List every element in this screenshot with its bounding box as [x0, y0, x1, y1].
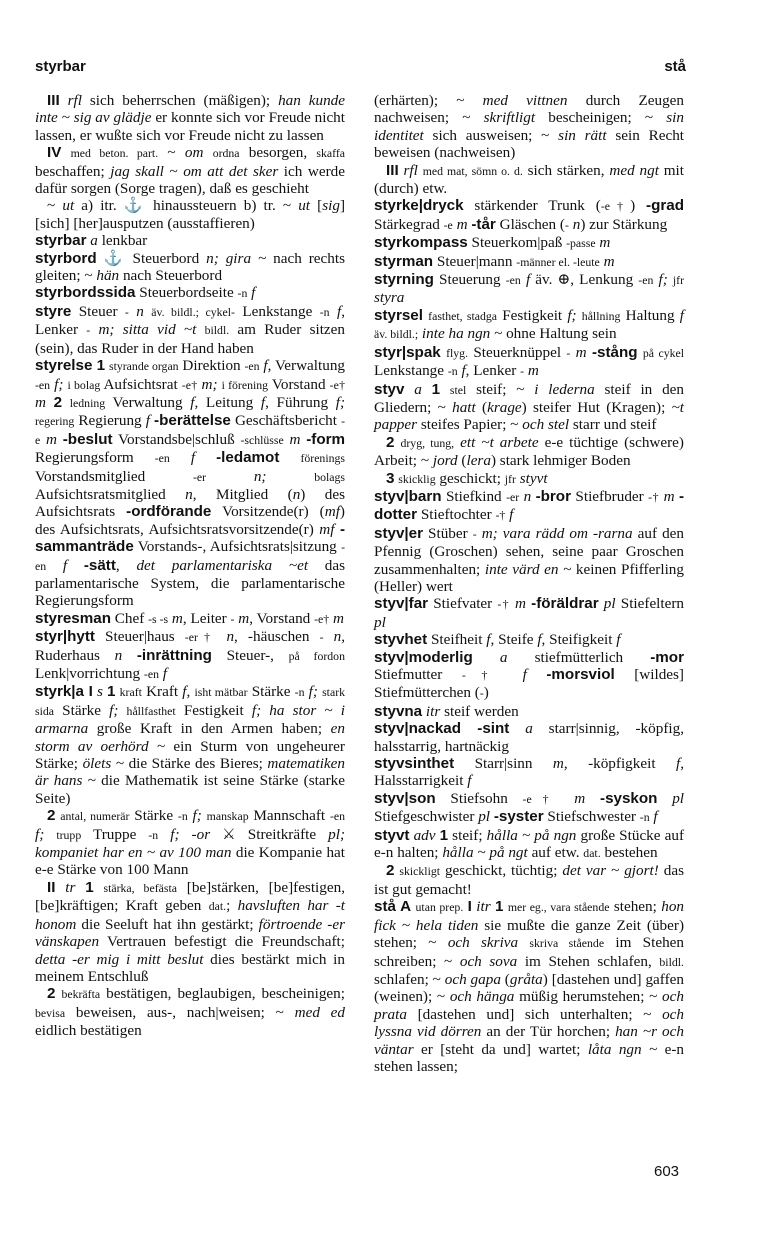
dictionary-entry: styv|nackad -sint a starr|sinnig, -köpfig, halsstarrig, hartnäckig: [374, 720, 685, 755]
dictionary-entry: styrsel fasthet, stadga Festigkeit f; hållning Haltung f äv. bildl.; inte ha ngn ~ ohne Haltung sein: [374, 306, 685, 343]
dictionary-entry: styv|moderlig a stiefmütterlich -mor Stiefmutter -† f -morsviol [wildes] Stiefmütterchen (-): [374, 648, 684, 702]
guide-word-left: styrbar: [35, 58, 86, 75]
dictionary-entry: styre Steuer - n äv. bildl.; cykel- Lenkstange -n f, Lenker - m; sitta vid ~t bildl. am Ruder sitzen (sein), das Ruder in der Hand haben: [35, 302, 346, 357]
dictionary-entry: styrkompass Steuerkom|paß -passe m: [374, 234, 611, 252]
dictionary-entry: styrning Steuerung -en f äv. ⊕, Lenkung -en f; jfr styra: [374, 271, 685, 307]
dictionary-entry: styvt adv 1 steif; hålla ~ på ngn große Stücke auf e-n halten; hålla ~ på ngt auf etw. dat. bestehen: [374, 826, 685, 862]
dictionary-entry: styrbar a lenkbar: [35, 232, 148, 250]
dictionary-entry: styvna itr steif werden: [374, 702, 519, 720]
dictionary-entry: styrelse 1 styrande organ Direktion -en f, Verwaltung -en f; i bolag Aufsichtsrat -e† m; i förening Vorstand -e† m 2 ledning Verwaltung f, Leitung f, Führung f; regering Regierung f -berättelse Geschäftsbericht -e m -beslut Vorstandsbe|schluß -schlüsse m -form Regierungsform -en f -ledamot förenings Vorstandsmitglied -er n; bolags Aufsichtsratsmitglied n, Mitglied (n) des Aufsichtsrats -ordförande Vorsitzende(r) (mf) des Aufsichtsrats, Aufsichtsratsvorsitzende(r) mf -sammanträde Vorstands-, Aufsichtsrats|sitzung -en f -sätt, det parlamentariska ~et das parlamentarische System, die parlamentarische Regierungsform: [35, 357, 346, 610]
dictionary-entry: 2 skickligt geschickt, tüchtig; det var ~ gjort! das ist gut gemacht!: [374, 862, 684, 898]
dictionary-entry: styrman Steuer|mann -männer el. -leute m: [374, 252, 615, 270]
right-column: [374, 92, 684, 1075]
dictionary-entry: styr|hytt Steuer|haus -er† n, -häuschen - n, Ruderhaus n -inrättning Steuer-, på fordon Lenk|vorrichtung -en f: [35, 628, 345, 682]
dictionary-entry: (erhärten); ~ med vittnen durch Zeugen nachweisen; ~ skriftligt bescheinigen; ~ sin identitet sich ausweisen; ~ sin rätt sein Recht beweisen (nachweisen): [374, 92, 685, 162]
dictionary-entry: styv|son Stiefsohn -e† m -syskon pl Stiefgeschwister pl -syster Stiefschwester -n f: [374, 789, 685, 826]
dictionary-entry: styv a 1 stel steif; ~ i lederna steif in den Gliedern; ~ hatt (krage) steifer Hut (Kragen); ~t papper steifes Papier; ~ och stel starr und steif: [374, 380, 685, 434]
dictionary-entry: 2 bekräfta bestätigen, beglaubigen, bescheinigen; bevisa beweisen, aus-, nach|weisen; ~ med ed eidlich bestätigen: [35, 985, 345, 1040]
dictionary-entry: stå A utan prep. I itr 1 mer eg., vara stående stehen; hon fick ~ hela tiden sie mußte die ganze Zeit (über) stehen; ~ och skriva skriva stående im Stehen schreiben; ~ och sova im Stehen schlafen, bildl. schlafen; ~ och gapa (gråta) [dastehen und] gaffen (weinen); ~ och hänga müßig herumstehen; ~ och prata [dastehen und] sich unterhalten; ~ och lyssna vid dörren an der Tür horchen; han ~r och väntar er [steht da und] wartet; låta ngn ~ e-n stehen lassen;: [374, 898, 685, 1075]
dictionary-entry: III rfl med mat, sömn o. d. sich stärken, med ngt mit (durch) etw.: [374, 161, 684, 198]
left-column: [35, 92, 345, 1040]
dictionary-entry: styrbordssida Steuerbordseite -n f: [35, 284, 256, 302]
dictionary-entry: styv|far Stiefvater -† m -föräldrar pl Stiefeltern pl: [374, 595, 685, 631]
dictionary-entry: styvsinthet Starr|sinn m, -köpfigkeit f, Halsstarrigkeit f: [374, 755, 684, 790]
dictionary-entry: 3 skicklig geschickt; jfr styvt: [386, 469, 548, 487]
dictionary-entry: styrke|dryck stärkender Trunk (-e†) -grad Stärkegrad -e m -tår Gläschen (- n) zur Stärkung: [374, 197, 684, 233]
dictionary-entry: 2 dryg, tung, ett ~t arbete e-e tüchtige (schwere) Arbeit; ~ jord (lera) stark lehmiger Boden: [374, 433, 684, 470]
page-number: 603: [654, 1163, 680, 1180]
dictionary-entry: styr|spak flyg. Steuerknüppel - m -stång på cykel Lenkstange -n f, Lenker - m: [374, 343, 685, 380]
guide-word-right: stå: [664, 58, 686, 75]
dictionary-entry: styv|er Stüber - m; vara rädd om -rarna auf den Pfennig (Groschen) sehen, seine paar Groschen zusammenhalten; inte värd en ~ keinen Pfifferling (Heller) wert: [374, 524, 684, 595]
dictionary-entry: styvhet Steifheit f, Steife f, Steifigkeit f: [374, 631, 621, 649]
dictionary-entry: II tr 1 stärka, befästa [be]stärken, [be]festigen, [be]kräftigen; Kraft geben dat.; havsluften har -t honom die Seeluft hat ihn gestärkt; förtroende -er vänskapen Vertrauen befestigt die Freundschaft; detta -er mig i mitt beslut dies bestärkt mich in meinem Entschluß: [35, 878, 346, 985]
dictionary-entry: ~ ut a) itr. ⚓ hinaussteuern b) tr. ~ ut [sig] [sich] [her]ausputzen (ausstaffieren): [35, 197, 346, 232]
dictionary-entry: IV med beton. part. ~ om ordna besorgen, skaffa beschaffen; jag skall ~ om att det sker ich werde dafür sorgen (Sorge tragen), daß es geschieht: [35, 144, 346, 198]
dictionary-entry: styrk|a I s 1 kraft Kraft f, isht mätbar Stärke -n f; stark sida Stärke f; hållfasthet Festigkeit f; ha stor ~ i armarna große Kraft in den Armen haben; en storm av oerhörd ~ ein Sturm von ungeheurer Stärke; ölets ~ die Stärke des Bieres; matematiken är hans ~ die Mathematik ist seine Stärke (starke Seite): [35, 683, 346, 807]
dictionary-entry: III rfl sich beherrschen (mäßigen); han kunde inte ~ sig av glädje er konnte sich vor Freude nicht lassen, er wußte sich vor Freude nicht zu lassen: [35, 92, 346, 144]
dictionary-entry: styresman Chef -s -s m, Leiter - m, Vorstand -e† m: [35, 609, 344, 627]
dictionary-entry: styv|barn Stiefkind -er n -bror Stiefbruder -† m -dotter Stieftochter -† f: [374, 487, 685, 524]
dictionary-entry: 2 antal, numerär Stärke -n f; manskap Mannschaft -en f; trupp Truppe -n f; -or ⚔ Streitkräfte pl; kompaniet har en ~ av 100 man die Kompanie hat e-e Stärke von 100 Mann: [35, 807, 346, 879]
dictionary-entry: styrbord ⚓ Steuerbord n; gira ~ nach rechts gleiten; ~ hän nach Steuerbord: [35, 249, 345, 285]
